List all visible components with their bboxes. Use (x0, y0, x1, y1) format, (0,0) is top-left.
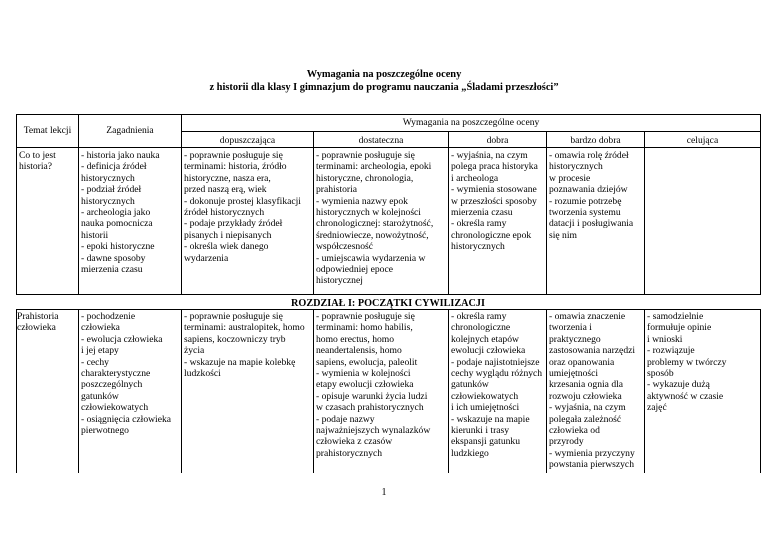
section-header: ROZDZIAŁ I: POCZĄTKI CYWILIZACJI (291, 298, 485, 309)
header-grade-dobra: dobra (486, 135, 509, 146)
header-zagadnienia: Zagadnienia (106, 125, 154, 136)
header-grade-celujaca: celująca (686, 135, 719, 146)
header-temat-lekcji: Temat lekcji (23, 125, 72, 136)
row1-dostateczna: - poprawnie posługuje się terminami: archeologia, epoki historyczne, chronologia, prahistoria - wymienia nazwy epok historycznych w kolejności chronologicznej: starożytność, średniowiecze, nowożytność, współczesność - umiejscawia wydarzenia w odpowiedniej epoce historycznej (316, 150, 434, 287)
row2-bardzo-dobra: - omawia znaczenie tworzenia i praktycznego zastosowania narzędzi oraz opanowania umiejętności krzesania ognia dla rozwoju człowieka - wyjaśnia, na czym polegała zależność człowieka od przyrody - wymienia przyczyny powstania pierwszych (549, 311, 636, 471)
row1-dobra: - wyjaśnia, na czym polega praca historyka i archeologa - wymienia stosowane w przeszłości sposoby mierzenia czasu - określa ramy chronologiczne epok historycznych (451, 150, 538, 253)
row1-dopuszczajaca: - poprawnie posługuje się terminami: historia, źródło historyczne, nasza era, przed naszą erą, wiek - dokonuje prostej klasyfikacji źródeł historycznych - podaje przykłady źródeł pisanych i niepisanych - określa wiek danego wydarzenia (184, 150, 301, 264)
document-title-line2: z historii dla klasy I gimnazjum do programu nauczania „Śladami przeszłości” (209, 82, 559, 93)
row1-temat: Co to jest historia? (19, 150, 56, 173)
document-title-line1: Wymagania na poszczególne oceny (306, 69, 462, 80)
row1-celujaca (647, 150, 760, 293)
row2-celujaca: - samodzielnie formułuje opinie i wnioski - rozwiązuje problemy w twórczy sposób - wykazuje dużą aktywność w czasie zajęć (647, 311, 727, 414)
row1-zagadnienia: - historia jako nauka - definicja źródeł historycznych - podział źródeł historycznych - archeologia jako nauka pomocnicza historii - epoki historyczne - dawne sposoby mierzenia czasu (81, 150, 160, 276)
row2-dopuszczajaca: - poprawnie posługuje się terminami: australopitek, homo sapiens, koczowniczy tryb życia - wskazuje na mapie kolebkę ludzkości (184, 311, 305, 380)
header-wymagania: Wymagania na poszczególne oceny (402, 117, 540, 128)
header-grade-dopuszczajaca: dopuszczająca (219, 135, 276, 146)
row1-bardzo-dobra: - omawia rolę źródeł historycznych w procesie poznawania dziejów - rozumie potrzebę tworzenia systemu datacji i posługiwania się nim (549, 150, 634, 241)
header-grade-bardzo-dobra: bardzo dobra (570, 135, 621, 146)
row2-temat: Prahistoria człowieka (17, 311, 59, 334)
row2-dobra: - określa ramy chronologiczne kolejnych etapów ewolucji człowieka - podaje najistotniejsze cechy wyglądu różnych gatunków człowiekowatych i ich umiejętności - wskazuje na mapie kierunki i trasy ekspansji gatunku ludzkiego (451, 311, 543, 459)
row2-zagadnienia: - pochodzenie człowieka - ewolucja człowieka i jej etapy - cechy charakterystyczne poszczególnych gatunków człowiekowatych - osiągnięcia człowieka pierwotnego (81, 311, 172, 437)
header-grade-dostateczna: dostateczna (358, 135, 404, 146)
page-number: 1 (381, 487, 387, 498)
row2-dostateczna: - poprawnie posługuje się terminami: homo habilis, homo erectus, homo neandertalensis, homo sapiens, ewolucja, paleolit - wymienia w kolejności etapy ewolucji człowieka - opisuje warunki życia ludzi w czasach prahistorycznych - podaje nazwy najważniejszych wynalazków człowieka z czasów prahistorycznych (316, 311, 431, 459)
